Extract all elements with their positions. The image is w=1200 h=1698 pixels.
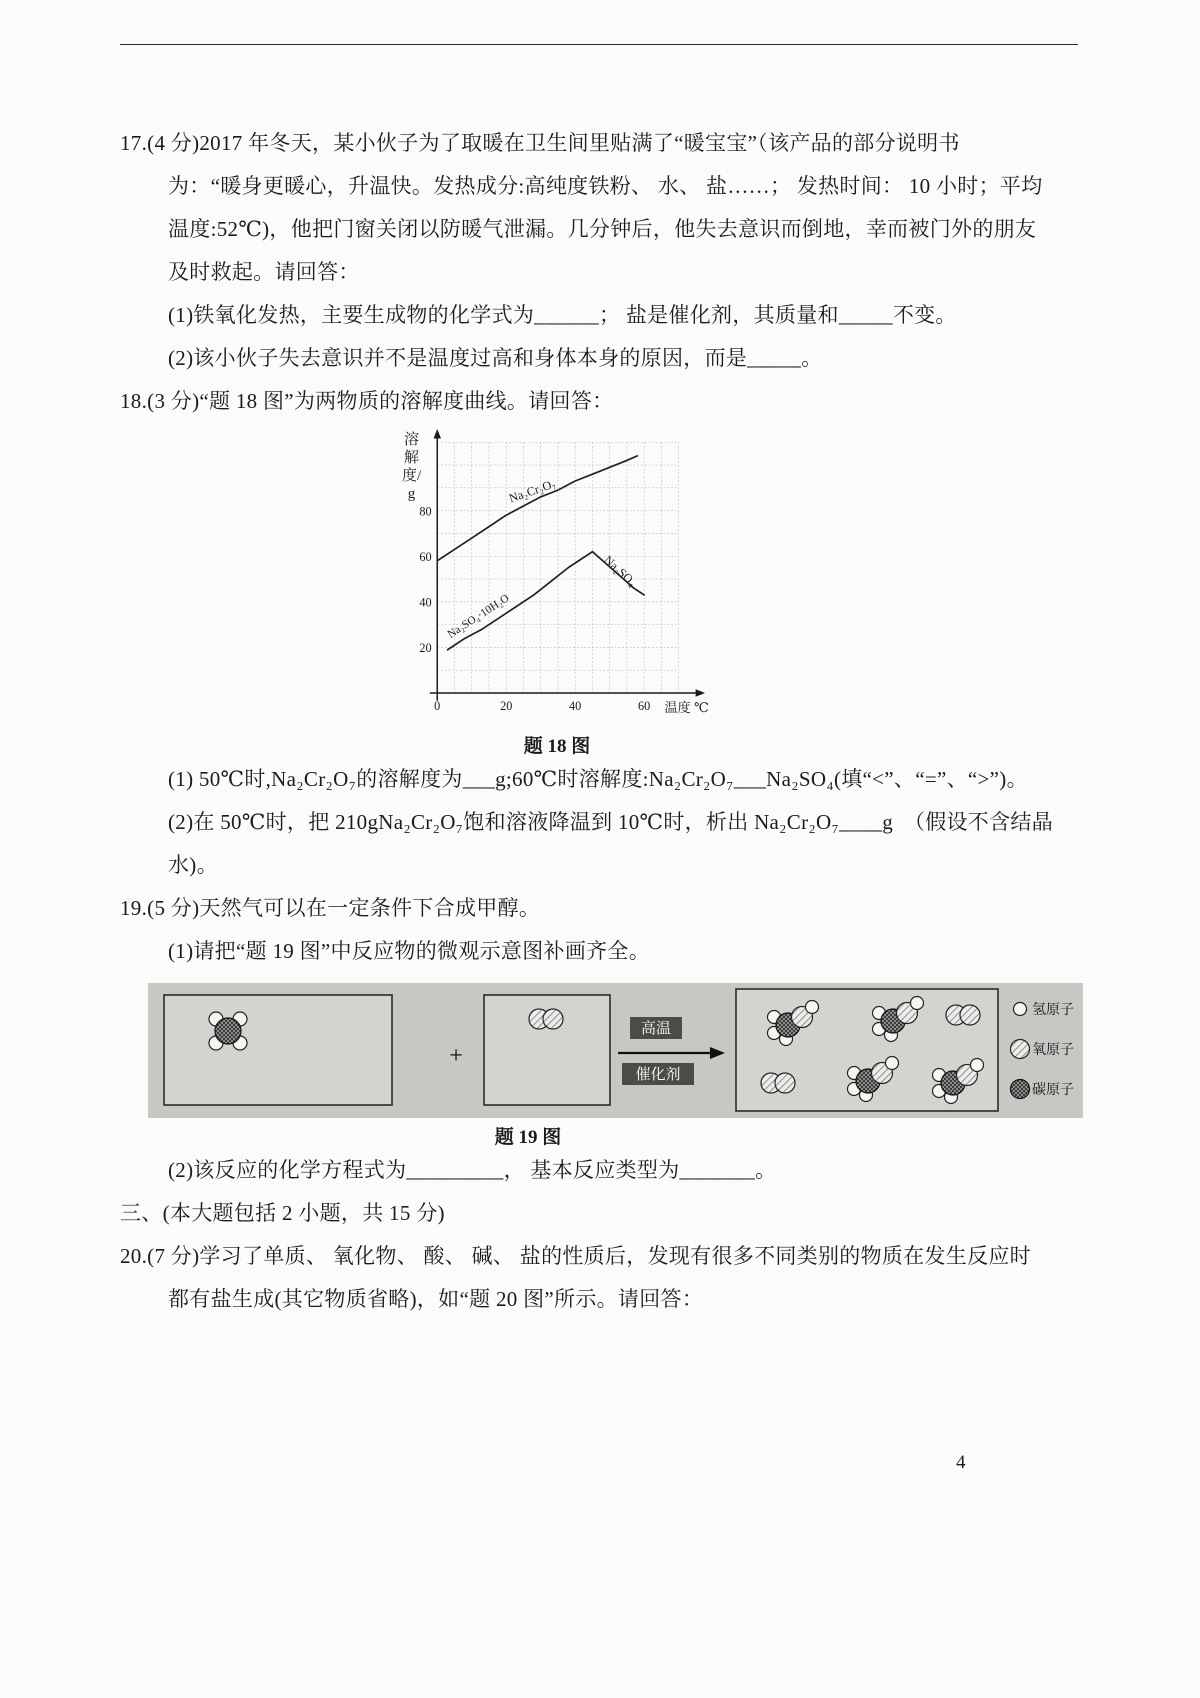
- q19-sub-2: (2)该反应的化学方程式为_________， 基本反应类型为_______。: [168, 1158, 777, 1182]
- question-17: [120, 122, 1090, 380]
- y-axis-label: 溶解度/g: [402, 432, 422, 502]
- legend-hydrogen-icon: [1014, 1003, 1027, 1016]
- q18-intro: 18.(3 分)“题 18 图”为两物质的溶解度曲线。请回答：: [120, 389, 614, 413]
- x-tick-label: 0: [434, 699, 441, 713]
- question-18: [120, 380, 1090, 887]
- q18-line-1: (1) 50℃时,Na₂Cr₂O₇的溶解度为___g;60℃时溶解度:Na₂Cr₂O₇___Na₂SO₄(填“<”、“=”、“>”)。: [168, 767, 1028, 791]
- solubility-chart-container: [392, 427, 722, 729]
- q19-intro: 19.(5 分)天然气可以在一定条件下合成甲醇。: [120, 896, 541, 920]
- y-tick-label: 80: [419, 504, 432, 519]
- q20-line-2: 都有盐生成(其它物质省略)，如“题 20 图”所示。请回答：: [168, 1287, 704, 1311]
- curve-label-na2so4-10h2o: Na₂SO₄·10H₂O: [445, 592, 512, 641]
- curve-label-na2so4: Na₂SO₄: [601, 552, 640, 590]
- oxygen-molecule: [946, 1005, 980, 1025]
- legend-carbon-label: 碳原子: [1032, 1083, 1074, 1098]
- q17-line-4: 及时救起。请回答：: [168, 260, 360, 284]
- q17-line-3: 温度:52℃)，他把门窗关闭以防暖气泄漏。几分钟后，他失去意识而倒地，幸而被门外的朋友: [168, 217, 1037, 241]
- condition-top-label: 高温: [640, 1021, 672, 1037]
- q19-sub-1: (1)请把“题 19 图”中反应物的微观示意图补画齐全。: [168, 939, 651, 963]
- chart-grid: [437, 442, 678, 693]
- question-20: [120, 1235, 1090, 1321]
- q17-line-2: 为：“暖身更暖心，升温快。发热成分:高纯度铁粉、 水、 盐……； 发热时间： 10 小时；平均: [168, 174, 1043, 198]
- curve-label-na2cr2o7: Na₂Cr₂O₇: [507, 476, 558, 506]
- oxygen-molecule: [761, 1073, 795, 1093]
- x-tick-labels: [434, 699, 650, 713]
- x-tick-label: 60: [638, 699, 651, 713]
- oxygen-molecule: [529, 1009, 563, 1029]
- question-19: [120, 887, 1090, 1192]
- q18-line-3: 水)。: [168, 853, 218, 877]
- x-axis-title: 温度 ℃: [664, 699, 709, 715]
- solubility-curve-Na₂Cr₂O₇: [437, 456, 637, 561]
- section-3-heading: 三、(本大题包括 2 小题，共 15 分): [120, 1201, 445, 1225]
- x-tick-label: 20: [500, 699, 513, 713]
- y-axis-arrow: [433, 429, 441, 438]
- x-tick-label: 40: [569, 699, 582, 713]
- methane-molecule: [209, 1012, 247, 1050]
- figure-19-caption: 题 19 图: [494, 1127, 562, 1148]
- q17-line-1: 17.(4 分)2017 年冬天，某小伙子为了取暖在卫生间里贴满了“暖宝宝”（该产品的部分说明书: [120, 131, 960, 155]
- q20-line-1: 20.(7 分)学习了单质、 氧化物、 酸、 碱、 盐的性质后，发现有很多不同类别的物质在发生反应时: [120, 1244, 1031, 1268]
- y-tick-label: 40: [419, 595, 432, 610]
- x-axis-arrow: [696, 689, 705, 697]
- reactant-box-ch4: [164, 995, 392, 1105]
- figure-18-caption: 题 18 图: [523, 736, 591, 757]
- figure-19: [148, 983, 1083, 1149]
- top-rule: [120, 44, 1078, 45]
- plus-sign: +: [449, 1043, 463, 1069]
- q18-line-2: (2)在 50℃时，把 210gNa₂Cr₂O₇饱和溶液降温到 10℃时，析出 Na₂Cr₂O₇____g （假设不含结晶: [168, 810, 1053, 834]
- y-tick-label: 60: [419, 549, 432, 564]
- figure-18: [392, 427, 752, 758]
- legend-oxygen-label: 氧原子: [1032, 1043, 1074, 1058]
- reaction-diagram: [148, 983, 1083, 1118]
- y-tick-label: 20: [419, 641, 432, 656]
- page-number: 4: [956, 1452, 966, 1473]
- solubility-curve-Na₂SO₄·10H₂O: [445, 552, 593, 650]
- legend-oxygen-icon: [1011, 1040, 1030, 1059]
- y-tick-labels: [419, 504, 431, 655]
- solubility-chart: [392, 427, 722, 729]
- condition-bottom-label: 催化剂: [635, 1067, 681, 1083]
- q17-blank-line-2: (2)该小伙子失去意识并不是温度过高和身体本身的原因，而是_____。: [168, 346, 823, 370]
- q17-blank-line-1: (1)铁氧化发热，主要生成物的化学式为______； 盐是催化剂，其质量和_____不变。: [168, 303, 957, 327]
- legend-hydrogen-label: 氢原子: [1032, 1003, 1074, 1018]
- legend-carbon-icon: [1011, 1080, 1030, 1099]
